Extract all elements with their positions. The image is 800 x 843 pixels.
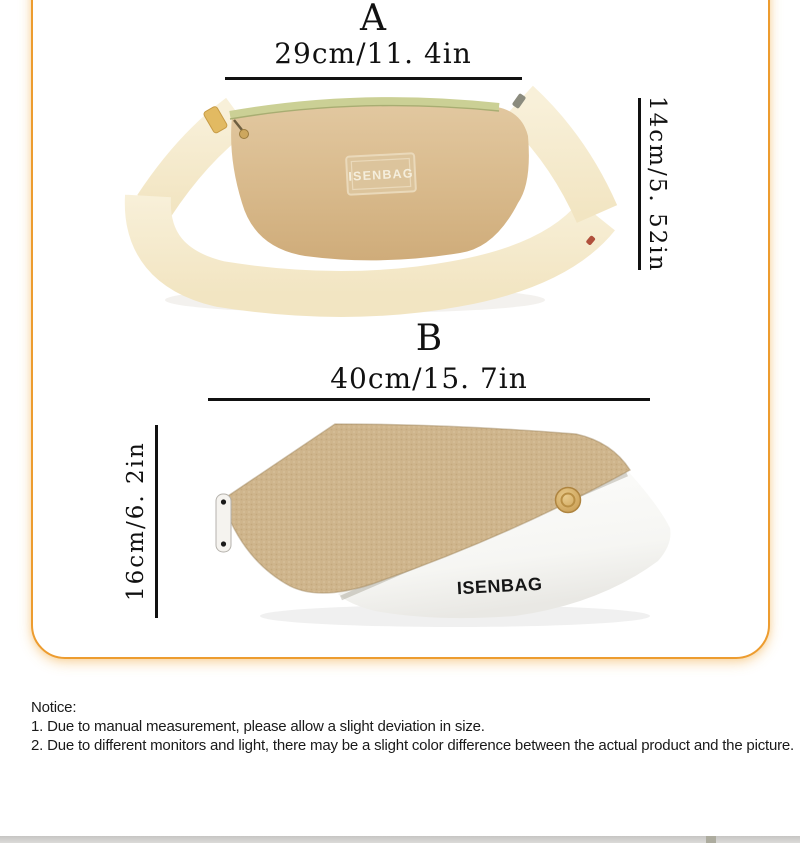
view-b-title: B <box>415 318 443 359</box>
notice-title: Notice: <box>31 699 77 716</box>
bag-a-brand-patch <box>346 153 416 195</box>
bottom-section-strip <box>0 836 800 843</box>
notice-line-2: 2. Due to different monitors and light, there may be a slight color difference between the actual product and the picture. <box>31 737 795 754</box>
bag-b-gold-button <box>556 488 581 513</box>
view-a-width-label: 29cm/11. 4in <box>274 37 472 70</box>
view-a-width-line <box>225 77 522 80</box>
bag-a-photo <box>120 88 630 323</box>
notice-block <box>31 698 795 755</box>
view-a-height-label: 14cm/5. 52in <box>644 95 670 273</box>
view-b-height-line <box>155 425 158 618</box>
bag-b-strap-tab <box>216 494 231 552</box>
view-b-width-line <box>208 398 650 401</box>
bottom-strip-mark <box>706 836 716 843</box>
bag-b-photo <box>200 408 690 633</box>
bag-a-brand-text: ISENBAG <box>348 166 415 184</box>
view-b-height-label: 16cm/6. 2in <box>123 441 149 602</box>
bag-b-brand-text: ISENBAG <box>456 573 543 599</box>
view-b-width-label: 40cm/15. 7in <box>330 362 528 395</box>
view-a-title: A <box>360 0 386 39</box>
notice-line-1: 1. Due to manual measurement, please allow a slight deviation in size. <box>31 718 485 735</box>
view-a-height-line <box>638 98 641 270</box>
